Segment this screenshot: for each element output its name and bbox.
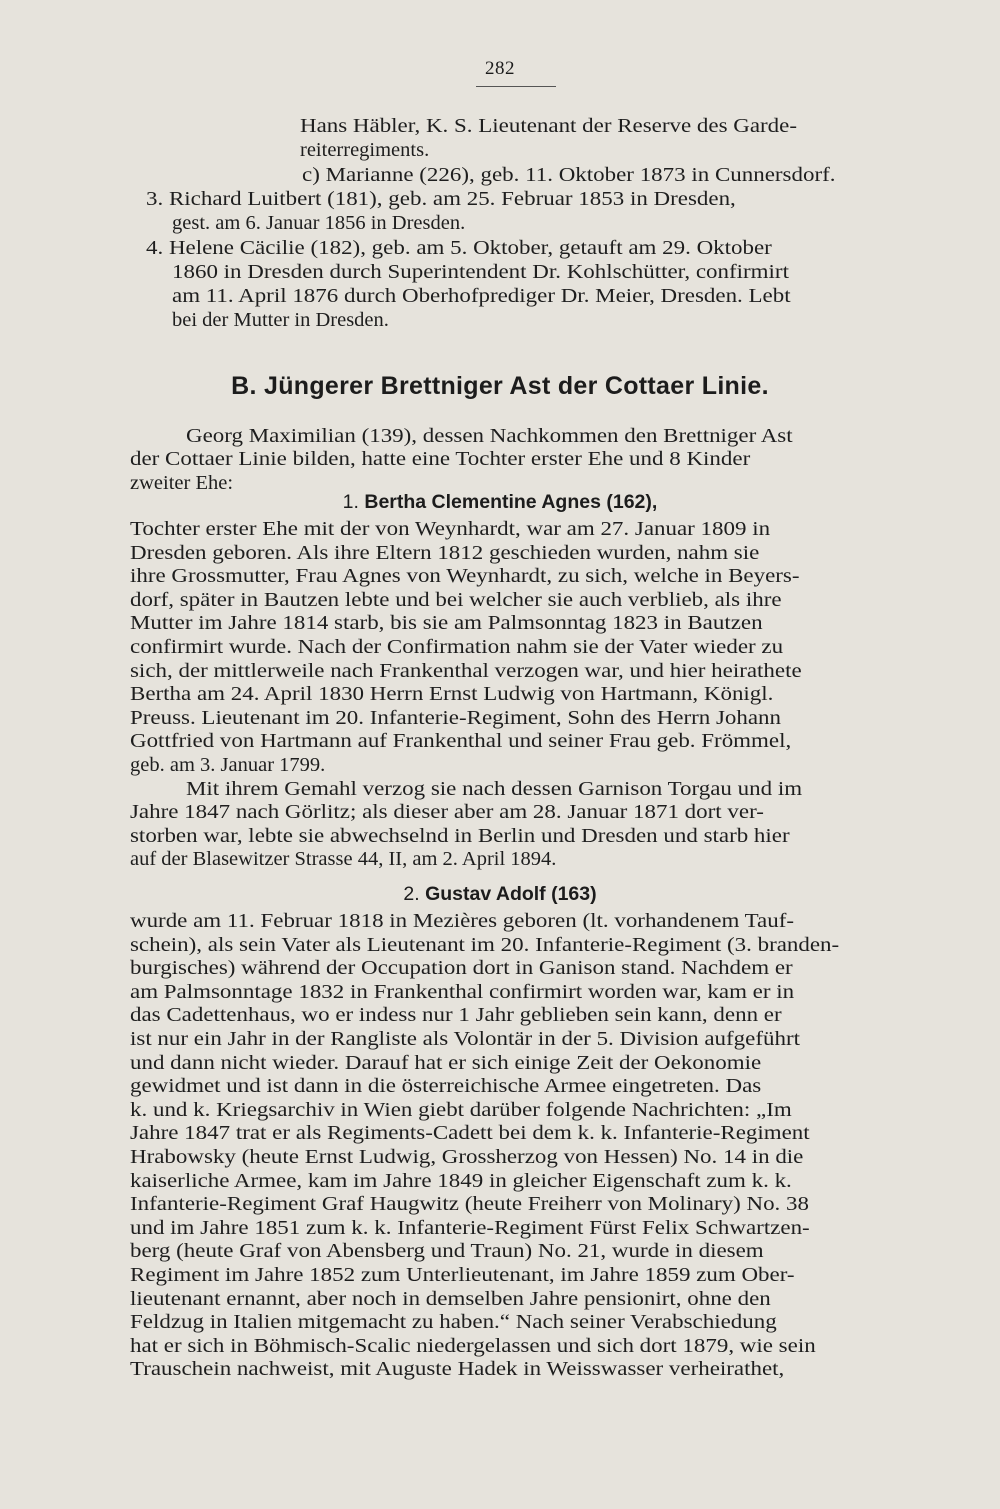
text-line: storben war, lebte sie abwechselnd in Berlin und Dresden und starb hier: [130, 824, 790, 847]
text-line: am Palmsonntage 1832 in Frankenthal confirmirt worden war, kam er in: [130, 980, 795, 1003]
text-line: auf der Blasewitzer Strasse 44, II, am 2. April 1894.: [130, 848, 557, 871]
text-line: c) Marianne (226), geb. 11. Oktober 1873 in Cunnersdorf.: [302, 163, 836, 186]
text-line: Hrabowsky (heute Ernst Ludwig, Grossherzog von Hessen) No. 14 in die: [130, 1146, 804, 1168]
subheading-gustav: [0, 882, 1000, 906]
text-line: Mit ihrem Gemahl verzog sie nach dessen Garnison Torgau und im: [186, 777, 803, 800]
text-line: Preuss. Lieutenant im 20. Infanterie-Regiment, Sohn des Herrn Johann: [130, 706, 782, 729]
text-line: burgisches) während der Occupation dort in Ganison stand. Nachdem er: [130, 957, 793, 980]
subheading-number: 2.: [403, 883, 420, 905]
text-line: das Cadettenhaus, wo er indess nur 1 Jahr geblieben sein kann, denn er: [130, 1004, 782, 1027]
text-line: bei der Mutter in Dresden.: [172, 309, 389, 332]
text-line: 4. Helene Cäcilie (182), geb. am 5. Oktober, getauft am 29. Oktober: [146, 236, 772, 259]
text-line: reiterregiments.: [300, 139, 430, 162]
text-line: Regiment im Jahre 1852 zum Unterlieutenant, im Jahre 1859 zum Ober-: [130, 1264, 795, 1286]
text-line: Jahre 1847 nach Görlitz; als dieser aber am 28. Januar 1871 dort ver-: [130, 801, 764, 824]
text-line: dorf, später in Bautzen lebte und bei welcher sie auch verblieb, als ihre: [130, 588, 782, 611]
text-line: 3. Richard Luitbert (181), geb. am 25. Februar 1853 in Dresden,: [146, 187, 736, 210]
text-line: Trauschein nachweist, mit Auguste Hadek in Weisswasser verheirathet,: [130, 1358, 785, 1381]
text-line: Georg Maximilian (139), dessen Nachkommen den Brettniger Ast: [186, 425, 793, 447]
subheading-name: Bertha Clementine Agnes (162),: [364, 491, 658, 513]
text-line: und dann nicht wieder. Darauf hat er sich einige Zeit der Oekonomie: [130, 1051, 762, 1074]
subheading-bertha: [0, 490, 1000, 514]
text-line: am 11. April 1876 durch Oberhofprediger Dr. Meier, Dresden. Lebt: [172, 285, 791, 308]
page-number: 282: [485, 58, 515, 79]
text-line: Infanterie-Regiment Graf Haugwitz (heute Freiherr von Molinary) No. 38: [130, 1193, 810, 1216]
text-line: kaiserliche Armee, kam im Jahre 1849 in gleicher Eigenschaft zum k. k.: [130, 1169, 792, 1192]
subheading-number: 1.: [342, 491, 359, 513]
text-line: confirmirt wurde. Nach der Confirmation nahm sie der Vater wieder zu: [130, 636, 784, 658]
text-line: ihre Grossmutter, Frau Agnes von Weynhardt, zu sich, welche in Beyers-: [130, 565, 800, 588]
text-line: gest. am 6. Januar 1856 in Dresden.: [172, 212, 466, 235]
text-line: Jahre 1847 trat er als Regiments-Cadett bei dem k. k. Infanterie-Regiment: [130, 1122, 810, 1145]
subheading-name: Gustav Adolf (163): [425, 883, 597, 905]
text-line: Tochter erster Ehe mit der von Weynhardt, war am 27. Januar 1809 in: [130, 518, 771, 540]
text-line: Mutter im Jahre 1814 starb, bis sie am Palmsonntag 1823 in Bautzen: [130, 612, 763, 635]
text-line: ist nur ein Jahr in der Rangliste als Volontär in der 5. Division aufgeführt: [130, 1028, 800, 1050]
page-number-rule: [476, 86, 556, 87]
text-line: und im Jahre 1851 zum k. k. Infanterie-Regiment Fürst Felix Schwartzen-: [130, 1216, 810, 1239]
text-line: sich, der mittlerweile nach Frankenthal verzogen war, und hier heirathete: [130, 659, 802, 682]
text-line: Bertha am 24. April 1830 Herrn Ernst Ludwig von Hartmann, Königl.: [130, 683, 774, 706]
text-line: geb. am 3. Januar 1799.: [130, 754, 326, 776]
text-line: schein), als sein Vater als Lieutenant im 20. Infanterie-Regiment (3. branden-: [130, 933, 840, 956]
text-line: 1860 in Dresden durch Superintendent Dr. Kohlschütter, confirmirt: [172, 260, 789, 283]
text-line: wurde am 11. Februar 1818 in Mezières geboren (lt. vorhandenem Tauf-: [130, 910, 795, 932]
text-line: berg (heute Graf von Abensberg und Traun) No. 21, wurde in diesem: [130, 1240, 764, 1263]
section-heading: B. Jüngerer Brettniger Ast der Cottaer Linie.: [231, 372, 769, 400]
text-line: k. und k. Kriegsarchiv in Wien giebt darüber folgende Nachrichten: „Im: [130, 1098, 792, 1121]
text-line: Gottfried von Hartmann auf Frankenthal und seiner Frau geb. Frömmel,: [130, 730, 792, 753]
text-line: der Cottaer Linie bilden, hatte eine Tochter erster Ehe und 8 Kinder: [130, 448, 751, 471]
text-line: Dresden geboren. Als ihre Eltern 1812 geschieden wurden, nahm sie: [130, 541, 760, 564]
text-line: Feldzug in Italien mitgemacht zu haben.“ Nach seiner Verabschiedung: [130, 1311, 777, 1334]
text-line: hat er sich in Böhmisch-Scalic niedergelassen und sich dort 1879, wie sein: [130, 1334, 816, 1357]
text-line: lieutenant ernannt, aber noch in demselben Jahre pensionirt, ohne den: [130, 1287, 771, 1310]
text-line: zweiter Ehe:: [130, 471, 234, 494]
text-line: Hans Häbler, K. S. Lieutenant der Reserve des Garde-: [300, 115, 798, 137]
text-line: gewidmet und ist dann in die österreichische Armee eingetreten. Das: [130, 1075, 762, 1098]
